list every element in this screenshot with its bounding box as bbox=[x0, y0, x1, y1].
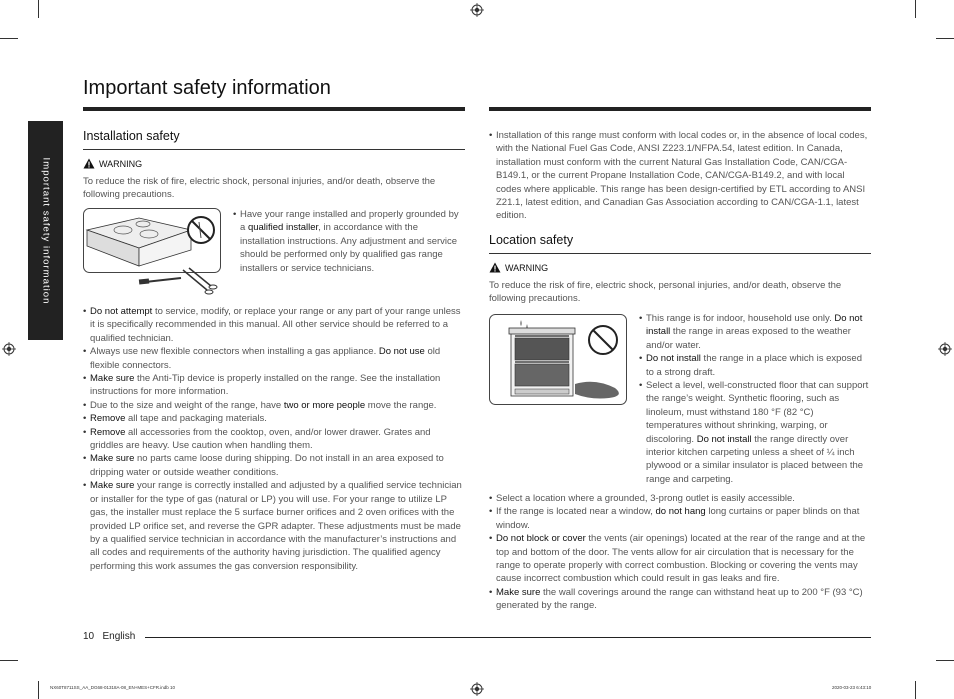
registration-mark-icon bbox=[470, 3, 484, 17]
installer-note bbox=[233, 208, 465, 275]
registration-mark-icon bbox=[2, 342, 16, 356]
warning-heading bbox=[83, 158, 142, 169]
crop-mark bbox=[0, 660, 18, 661]
page-title: Important safety information bbox=[83, 77, 331, 99]
crop-mark bbox=[936, 660, 954, 661]
side-tab bbox=[28, 121, 63, 340]
code-compliance-note bbox=[489, 129, 871, 223]
list-item: • Do not install the range in a place which is exposed to a strong draft. bbox=[639, 352, 871, 379]
list-item: • Select a location where a grounded, 3-prong outlet is easily accessible. bbox=[489, 492, 871, 505]
list-item: • Due to the size and weight of the range, have two or more people move the range. bbox=[83, 399, 465, 412]
list-item: • Make sure the wall coverings around the range can withstand heat up to 200 °F (93 °C) generated by the range. bbox=[489, 586, 871, 613]
crop-mark bbox=[915, 0, 916, 18]
section-divider bbox=[489, 253, 871, 254]
warning-label: WARNING bbox=[99, 158, 143, 169]
crop-mark bbox=[38, 0, 39, 18]
section-title-installation: Installation safety bbox=[83, 129, 180, 143]
list-item: • This range is for indoor, household use only. Do not install the range in areas exposed to the weather and/or water. bbox=[639, 312, 871, 352]
list-item: • Do not block or cover the vents (air openings) located at the rear of the range and at the top and bottom of the door. The vents allow for air circulation that is necessary for the range to operate properly with correct combustion. Blocking or covering the vents may cause incorrect combustion which could result in gas leaks and fire. bbox=[489, 532, 871, 586]
page-number: 10 bbox=[83, 631, 95, 642]
warning-label: WARNING bbox=[505, 262, 549, 273]
crop-mark bbox=[915, 681, 916, 699]
crop-mark bbox=[0, 38, 18, 39]
location-illustrated-list bbox=[639, 312, 871, 486]
list-item: • Do not attempt to service, modify, or replace your range or any part of your range unless it is specifically recommended in this manual. All other service should be referred to a qualified technician. bbox=[83, 305, 465, 345]
installer-illustration bbox=[83, 208, 221, 300]
footer-language: English bbox=[102, 631, 136, 642]
side-tab-label: Important safety information bbox=[40, 157, 51, 304]
warning-intro: To reduce the risk of fire, electric shock, personal injuries, and/or death, observe the following precautions. bbox=[489, 280, 842, 305]
list-item: • Make sure no parts came loose during shipping. Do not install in an area exposed to dripping water or outside weather conditions. bbox=[83, 452, 465, 479]
title-bar-left bbox=[83, 107, 465, 111]
list-item: • Remove all tape and packaging materials. bbox=[83, 412, 465, 425]
list-item: • Select a level, well-constructed floor that can support the range’s weight. Synthetic flooring, such as linoleum, must withstand 180 °F (82 °C) temperatures without shrinking, warping, or discoloring. Do not install the range directly over interior kitchen carpeting unless a sheet of ¼ inch plywood or a similar insulator is placed between the range and carpeting. bbox=[639, 379, 871, 486]
location-list bbox=[489, 492, 871, 613]
installation-list bbox=[83, 305, 465, 573]
page-footer bbox=[83, 631, 135, 642]
list-item: • Installation of this range must conform with local codes or, in the absence of local codes, with the National Fuel Gas Code, ANSI Z223.1/NFPA.54, latest edition. In Canada, installation must conform with the current Natural Gas Installation Code, CAN/CGA-B149.1, or the current Propane Installation Code, CAN/CGA-B149.2, and with local codes where applicable. This range has been design-certified by ETL according to ANSI Z21.1, latest edition, and Canadian Gas Association according to CAN/CGA-1.1, latest edition. bbox=[489, 129, 871, 223]
title-bar-right bbox=[489, 107, 871, 111]
list-item: • Make sure the Anti-Tip device is properly installed on the range. See the installation instructions for more information. bbox=[83, 372, 465, 399]
list-item: • Make sure your range is correctly installed and adjusted by a qualified service technician or installer for the type of gas (natural or LP) you will use. For your range to utilize LP gas, the installer must replace the 5 surface burner orifices and 2 oven orifices with the provided LP orifice set, and reverse the GPR adapter. These adjustments must be made by a qualified service technician in accordance with the manufacturer’s instructions and all codes and requirements of the authority having jurisdiction. The qualified agency performing this work assumes the gas conversion responsibility. bbox=[83, 479, 465, 573]
footer-rule bbox=[145, 637, 871, 638]
print-slug: NX60T8711SS_AA_DG68-01318A-08_EN+MES+CFR.indb 10 bbox=[50, 685, 175, 690]
section-divider bbox=[83, 149, 465, 150]
list-item: • Have your range installed and properly grounded by a qualified installer, in accordance with the installation instructions. Any adjustment and service should be performed only by qualified gas range installers or service technicians. bbox=[233, 208, 465, 275]
registration-mark-icon bbox=[938, 342, 952, 356]
list-item: • Remove all accessories from the cooktop, oven, and/or lower drawer. Grates and griddles are heavy. Use caution when handling them. bbox=[83, 426, 465, 453]
warning-heading bbox=[489, 262, 548, 273]
list-item: • Always use new flexible connectors when installing a gas appliance. Do not use old flexible connectors. bbox=[83, 345, 465, 372]
print-timestamp: 2020-03-23 6:43:10 bbox=[832, 685, 872, 690]
warning-intro: To reduce the risk of fire, electric shock, personal injuries, and/or death, observe the following precautions. bbox=[83, 176, 436, 201]
list-item: • If the range is located near a window, do not hang long curtains or paper blinds on that window. bbox=[489, 505, 871, 532]
warning-icon bbox=[489, 262, 501, 273]
registration-mark-icon bbox=[470, 682, 484, 696]
warning-icon bbox=[83, 158, 95, 169]
crop-mark bbox=[936, 38, 954, 39]
range-illustration bbox=[489, 314, 627, 406]
section-title-location: Location safety bbox=[489, 233, 574, 247]
crop-mark bbox=[38, 681, 39, 699]
